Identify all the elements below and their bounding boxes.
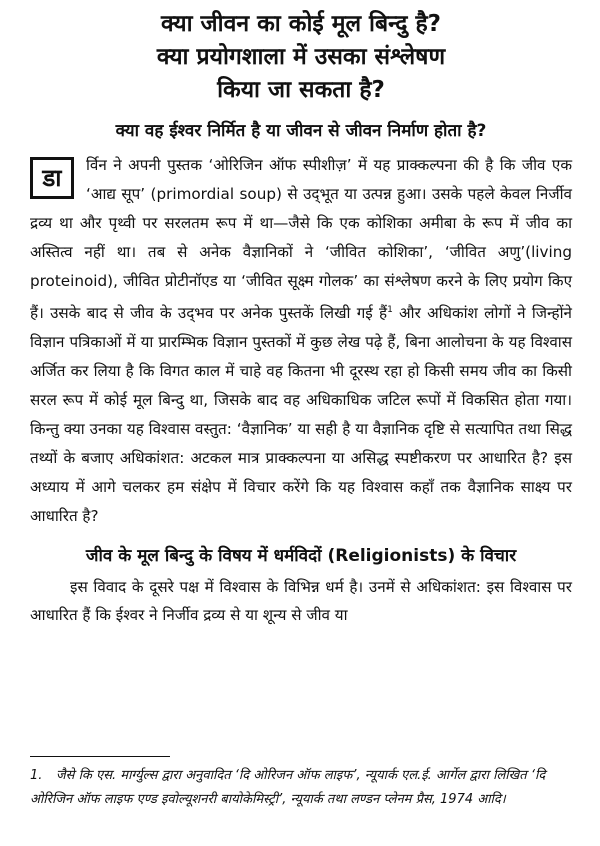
footnote-number: 1.	[30, 768, 43, 783]
chapter-title	[30, 8, 572, 107]
title-line-1: क्या जीवन का कोई मूल बिन्दु है?	[160, 11, 442, 37]
drop-cap: डा	[30, 157, 74, 199]
title-line-3: किया जा सकता है?	[217, 77, 385, 103]
section-heading: जीव के मूल बिन्दु के विषय में धर्मविदों (Religionists) के विचार	[85, 546, 517, 567]
paragraph-1-text-continued: और अधिकांश लोगों ने जिन्होंने विज्ञान पत्रिकाओं में या प्रारम्भिक विज्ञान पुस्तकों में कुछ लेख पढ़े हैं, बिना आलोचना के यह विश्वास अर्जित कर लिया है कि विगत काल में चाहे वह कितना भी दूरस्थ रहा हो किसी समय जीव का किसी सरल रूप में कोई मूल बिन्दु था, जिसके बाद वह अधिकाधिक जटिल रूपों में विकसित होता गया। किन्तु क्या उनका यह विश्वास वस्तुत: ‘वैज्ञानिक’ या सही है या वैज्ञानिक दृष्टि से सत्यापित तथा सिद्ध तथ्यों के बजाए अधिकांशत: अटकल मात्र प्राक्कल्पना या असिद्ध स्पष्टीकरण पर आधारित है? इस अध्याय में आगे चलकर हम संक्षेप में विचार करेंगे कि यह विश्वास कहाँ तक वैज्ञानिक साक्ष्य पर आधारित है?	[30, 304, 572, 526]
paragraph-1-text: र्विन ने अपनी पुस्तक ‘ओरिजिन ऑफ स्पीशीज़’ में यह प्राक्कल्पना की है कि जीव एक ‘आद्य सूप’ (primordial soup) से उद्‍भूत या उत्पन्न हुआ। उसके पहले केवल निर्जीव द्रव्य था और पृथ्वी पर सरलतम रूप में था—जैसे कि एक कोशिका अमीबा के रूप में जीव का अस्तित्व नहीं था। तब से अनेक वैज्ञानिकों ने ‘जीवित कोशिका’, ‘जीवित अणु’(living proteinoid), जीवित प्रोटीनॉएड या ‘जीवित सूक्ष्म गोलक’ का संश्लेषण करने के लिए प्रयोग किए हैं। उसके बाद से जीव के उद्‍भव पर अनेक पुस्तकें लिखी गई हैं	[30, 156, 572, 323]
footnote-text: जैसे कि एस. मार्ग्युल्स द्वारा अनुवादित ‘दि ओरिजन ऑफ लाइफ’, न्यूयार्क एल.ई. आर्गेल द्वारा लिखित ‘दि ओरिजिन ऑफ लाइफ एण्ड इवोल्यूशनरी बायोकेमिस्ट्री’, न्यूयार्क तथा लण्डन प्लेनम प्रैस, 1974 आदि।	[30, 768, 546, 807]
body-paragraph-2: इस विवाद के दूसरे पक्ष में विश्वास के विभिन्न धर्म है। उनमें से अधिकांशत: इस विश्वास पर आधारित हैं कि ईश्वर ने निर्जीव द्रव्य से या शून्य से जीव या	[30, 578, 572, 625]
footnote-divider	[30, 756, 170, 757]
chapter-subtitle: क्या वह ईश्वर निर्मित है या जीवन से जीवन निर्माण होता है?	[115, 121, 487, 141]
title-line-2: क्या प्रयोगशाला में उसका संश्लेषण	[156, 44, 446, 70]
footnote	[30, 764, 572, 812]
body-paragraph-1	[30, 151, 572, 531]
footnote-reference[interactable]: 1	[387, 305, 393, 315]
